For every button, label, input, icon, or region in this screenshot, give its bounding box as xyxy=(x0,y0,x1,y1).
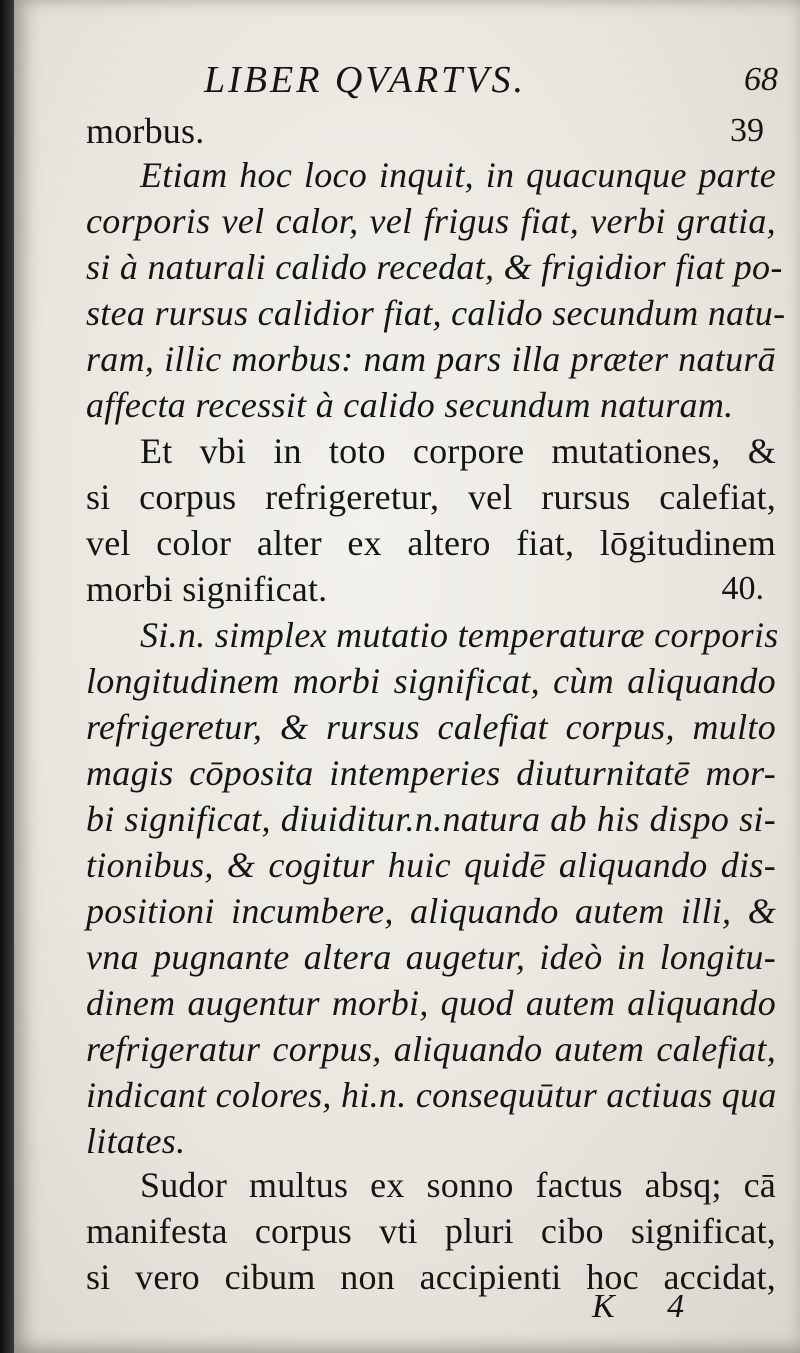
text-line: tionibus, & cogitur huic quidē aliquando dis- xyxy=(86,845,776,885)
book-page xyxy=(14,0,800,1353)
page-header xyxy=(14,54,800,106)
text-line: affecta recessit à calido secundum naturam. xyxy=(86,385,734,425)
marginal-number: 40. xyxy=(721,570,764,607)
text-line: corporis vel calor, vel frigus fiat, verbi gratia, xyxy=(86,201,776,241)
text-line: ram, illic morbus: nam pars illa præter naturā xyxy=(86,339,776,379)
text-line: bi significat, diuiditur.n.natura ab his dispo si- xyxy=(86,799,776,839)
text-line: vel color alter ex altero fiat, lōgitudinem xyxy=(86,523,776,563)
text-line: manifesta corpus vti pluri cibo significat, xyxy=(86,1211,776,1251)
text-line: longitudinem morbi significat, cùm aliquando xyxy=(86,661,776,701)
text-line: si à naturali calido recedat, & frigidior fiat po- xyxy=(86,247,783,287)
text-line: Etiam hoc loco inquit, in quacunque parte xyxy=(140,155,776,195)
text-line: morbi significat. xyxy=(86,569,328,609)
running-title: LIBER QVARTVS. xyxy=(204,59,527,101)
book-spine-shadow xyxy=(0,0,14,1353)
text-line: magis cōposita intemperies diuturnitatē mor- xyxy=(86,753,776,793)
text-line: indicant colores, hi.n. consequūtur actiuas qua xyxy=(86,1075,777,1115)
signature-mark: K 4 xyxy=(592,1288,707,1325)
text-line: si vero cibum non accipienti hoc accidat, xyxy=(86,1257,776,1297)
text-line: Et vbi in toto corpore mutationes, & xyxy=(140,431,776,471)
text-line: refrigeratur corpus, aliquando autem calefiat, xyxy=(86,1029,776,1069)
text-line: vna pugnante altera augetur, ideò in longitu- xyxy=(86,937,776,977)
text-line: si corpus refrigeretur, vel rursus calefiat, xyxy=(86,477,776,517)
text-line: Si.n. simplex mutatio temperaturæ corporis xyxy=(140,615,779,655)
text-line: positioni incumbere, aliquando autem illi, & xyxy=(86,891,776,931)
folio-number: 68 xyxy=(744,61,778,98)
text-line: morbus. xyxy=(86,111,205,151)
text-line: litates. xyxy=(86,1121,186,1161)
text-line: refrigeretur, & rursus calefiat corpus, multo xyxy=(86,707,776,747)
text-line: Sudor multus ex sonno factus absq; cā xyxy=(140,1165,776,1205)
text-line: stea rursus calidior fiat, calido secundum natu- xyxy=(86,293,786,333)
text-line: dinem augentur morbi, quod autem aliquando xyxy=(86,983,776,1023)
marginal-number: 39 xyxy=(730,112,764,149)
